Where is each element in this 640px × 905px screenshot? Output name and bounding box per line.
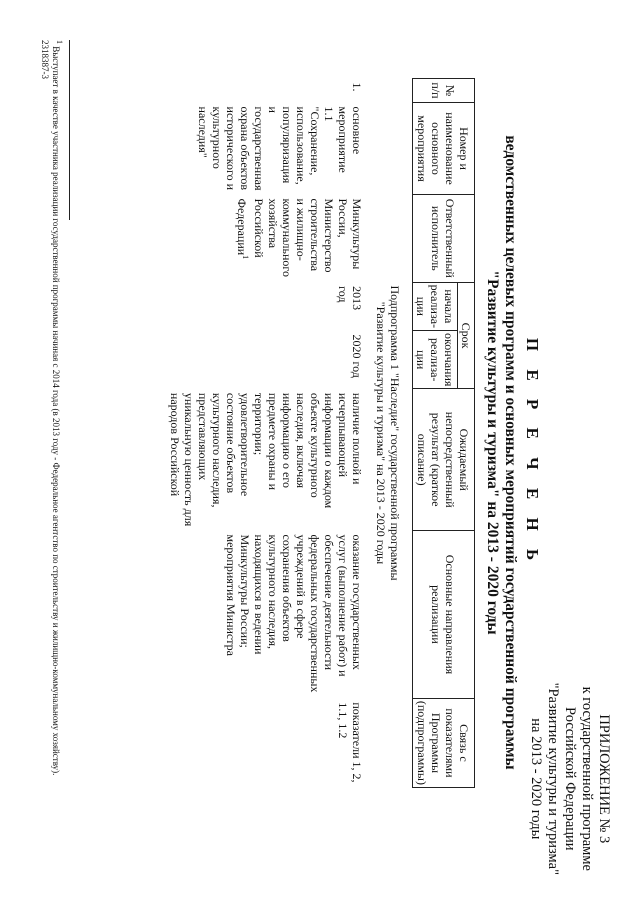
row-executor-cell	[166, 194, 366, 282]
subprogram-line-1: Подпрограмма 1 "Наследие" государственной программы	[388, 285, 402, 581]
row-start: 2013 год	[336, 286, 364, 311]
header-start: начала реализа-ции	[413, 282, 458, 330]
executor-footnote-mark: 1	[241, 255, 250, 260]
appendix-line-2: к государственной программе	[579, 686, 595, 871]
subprogram-line-2: "Развитие культуры и туризма" на 2013 - 2020 годы	[374, 301, 388, 565]
header-num: № п/п	[413, 79, 475, 103]
row-directions: оказание государственных услуг (выполнение работ) и обеспечение деятельности федеральных государственных учреждений в сфере сохранения объектов культурного наследия, находящихся в ведении Минкультуры России; мероприятия Министра	[224, 534, 364, 693]
appendix-line-1: ПРИЛОЖЕНИЕ № 3	[596, 714, 612, 844]
document-subtitle-line-2: "Развитие культуры и туризма" на 2013 - 2020 годы	[484, 270, 501, 635]
appendix-line-5: на 2013 - 2020 годы	[528, 718, 544, 840]
footnote-divider	[69, 40, 70, 220]
measures-table	[166, 78, 475, 788]
header-term: Срок	[458, 282, 475, 389]
document-title: П Е Р Е Ч Е Н Ь	[523, 337, 542, 568]
table-row	[166, 79, 366, 788]
row-end: 2020 год	[350, 334, 364, 378]
appendix-line-3: Российской Федерации	[562, 707, 578, 851]
header-name: Номер и наименование основного мероприятия	[413, 103, 475, 195]
header-result: Ожидаемый непосредственный результат (краткое описание)	[413, 389, 475, 531]
header-link: Связь с показателями Программы (подпрограммы)	[413, 698, 475, 787]
row-executor: Минкультуры России, Министерство строительства и жилищно-коммунального хозяйства Российской Федерации	[235, 198, 364, 278]
footnote-mark: 1	[55, 40, 64, 44]
footnote-text: Выступает в качестве участника реализации государственной программы начиная с 2014 года (в 2013 году - Федеральное агентство по строительству и жилищно-коммунальному хозяйству).	[51, 46, 61, 776]
header-executor: Ответственный исполнитель	[413, 194, 475, 282]
header-directions: Основные направления реализации	[413, 531, 475, 699]
row-name: основное мероприятие 1.1 "Сохранение, использование, популяризация и государственная охрана объектов исторического и культурного наследия"	[196, 106, 364, 191]
document-subtitle-line-1: ведомственных целевых программ и основных мероприятий государственной программы	[502, 135, 519, 770]
document-number: 2318387-3	[40, 40, 50, 79]
footnote	[39, 40, 65, 860]
appendix-line-4: "Развитие культуры и туризма"	[545, 682, 561, 875]
header-end: окончания реализа-ции	[413, 331, 458, 389]
row-link: показатели 1, 2, 1.1, 1.2	[336, 702, 364, 783]
subprogram-heading	[366, 79, 413, 788]
row-result: наличие полной и исчерпывающей информации о каждом объекте культурного наследия, включая информацию о его предмете охраны и территории; удовлетворительное состояние объектов культурного наследия, представляющих уникальную ценность для народов Российской	[168, 392, 364, 527]
row-num: 1.	[350, 82, 364, 92]
